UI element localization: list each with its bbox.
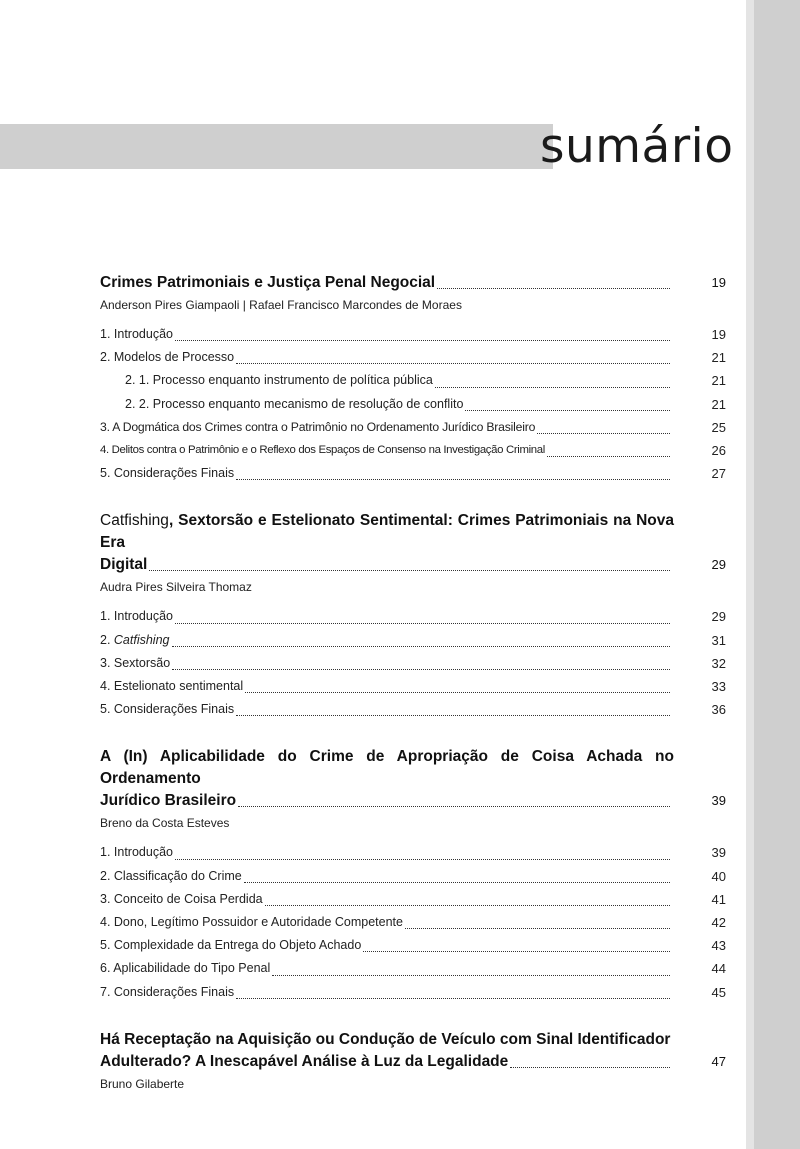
table-of-contents [100, 272, 726, 1118]
section-title-text: Jurídico Brasileiro [100, 792, 237, 810]
toc-entry[interactable] [100, 841, 726, 864]
entry-page-number: 21 [711, 373, 726, 389]
section-authors: Audra Pires Silveira Thomaz [100, 580, 252, 595]
entry-label: 3. Conceito de Coisa Perdida [100, 891, 263, 906]
entry-label: 5. Complexidade da Entrega do Objeto Achado [100, 938, 362, 953]
entry-label: 4. Delitos contra o Patrimônio e o Reflexo dos Espaços de Consenso na Investigação Criminal [100, 444, 545, 457]
dot-leader [272, 974, 670, 976]
page-edge-bar [754, 0, 800, 1149]
toc-entry[interactable] [100, 439, 726, 462]
dot-leader [175, 339, 670, 341]
entry-label: 7. Considerações Finais [100, 984, 235, 999]
entry-label: 1. Introdução [100, 845, 173, 860]
section-title-line-1: Há Receptação na Aquisição ou Condução de Veículo com Sinal Identificador [100, 1030, 671, 1048]
section-title[interactable] [100, 746, 726, 812]
dot-leader [236, 714, 670, 716]
section-authors: Bruno Gilaberte [100, 1076, 185, 1091]
section-title-line-1 [100, 510, 674, 554]
toc-entry[interactable] [100, 888, 726, 911]
toc-entry[interactable] [100, 629, 726, 652]
section-page-number: 19 [711, 275, 726, 290]
section-title-text: Adulterado? A Inescapável Análise à Luz da Legalidade [100, 1052, 509, 1070]
toc-entry[interactable] [100, 981, 726, 1004]
dot-leader [265, 904, 670, 906]
toc-section-3 [100, 746, 726, 1003]
toc-entry[interactable] [100, 675, 726, 698]
entry-label [100, 629, 170, 652]
entry-label: 3. A Dogmática dos Crimes contra o Patrimônio no Ordenamento Jurídico Brasileiro [100, 419, 536, 434]
dot-leader [435, 386, 670, 388]
dot-leader [175, 858, 670, 860]
page-title: sumário [540, 119, 734, 174]
section-title-line-2 [100, 554, 726, 576]
entry-page-number: 39 [711, 845, 726, 861]
entry-page-number: 21 [711, 350, 726, 366]
toc-section-2 [100, 510, 726, 721]
toc-entry[interactable] [100, 323, 726, 346]
entry-label: 1. Introdução [100, 327, 173, 341]
entry-page-number: 25 [711, 419, 726, 435]
section-title-text: Digital [100, 556, 148, 574]
section-title[interactable] [100, 272, 726, 294]
toc-entry[interactable] [100, 652, 726, 675]
toc-entry[interactable] [100, 934, 726, 957]
section-title-text: Crimes Patrimoniais e Justiça Penal Negocial [100, 274, 436, 291]
toc-entry[interactable] [100, 605, 726, 628]
dot-leader [437, 287, 670, 289]
dot-leader [172, 645, 671, 647]
toc-entry[interactable] [100, 865, 726, 888]
section-title-line-1: A (In) Aplicabilidade do Crime de Apropriação de Coisa Achada no Ordenamento [100, 748, 674, 788]
title-band [0, 124, 553, 169]
section-page-number: 29 [711, 557, 726, 573]
dot-leader [236, 997, 670, 999]
section-authors: Breno da Costa Esteves [100, 816, 230, 831]
page-edge-highlight [746, 0, 754, 1149]
entry-page-number: 21 [711, 396, 726, 412]
dot-leader [465, 409, 670, 411]
entry-label: 2. Classificação do Crime [100, 868, 242, 883]
toc-entry[interactable] [100, 416, 726, 439]
entry-page-number: 42 [711, 915, 726, 931]
section-title[interactable] [100, 1029, 726, 1073]
dot-leader [149, 569, 670, 571]
entry-label-italic: Catfishing [113, 632, 170, 647]
toc-entry[interactable] [100, 911, 726, 934]
entry-page-number: 43 [711, 938, 726, 954]
toc-entry[interactable] [100, 346, 726, 369]
entry-label: 5. Considerações Finais [100, 466, 235, 481]
section-title-line-2 [100, 1051, 726, 1073]
toc-section-4 [100, 1029, 726, 1093]
toc-subentry[interactable] [100, 393, 726, 416]
dot-leader [172, 668, 670, 670]
entry-label: 1. Introdução [100, 609, 173, 624]
section-page-number: 47 [711, 1053, 726, 1069]
section-title-lead: Catfishing [100, 512, 169, 530]
dot-leader [236, 478, 670, 480]
entry-page-number: 31 [711, 632, 726, 648]
entry-label: 2. 2. Processo enquanto mecanismo de resolução de conflito [125, 396, 464, 411]
toc-section-1 [100, 272, 726, 485]
entry-label: 2. Modelos de Processo [100, 350, 235, 365]
entry-page-number: 33 [711, 679, 726, 695]
entry-page-number: 29 [711, 609, 726, 625]
dot-leader [363, 950, 670, 952]
entry-label-prefix: 2. [100, 632, 114, 647]
entry-page-number: 19 [711, 327, 726, 342]
entry-label: 5. Considerações Finais [100, 702, 235, 717]
toc-entry[interactable] [100, 957, 726, 980]
entry-page-number: 36 [711, 702, 726, 718]
entry-page-number: 45 [711, 984, 726, 1000]
entry-label: 2. 1. Processo enquanto instrumento de política pública [125, 373, 433, 388]
entry-page-number: 26 [711, 443, 726, 459]
dot-leader [537, 432, 670, 434]
entry-label: 3. Sextorsão [100, 655, 171, 670]
toc-entry[interactable] [100, 698, 726, 721]
entry-page-number: 27 [711, 466, 726, 482]
section-title-rest: , Sextorsão e Estelionato Sentimental: Crimes Patrimoniais na Nova Era [100, 512, 674, 552]
section-authors: Anderson Pires Giampaoli | Rafael Francisco Marcondes de Moraes [100, 298, 462, 312]
entry-label: 4. Dono, Legítimo Possuidor e Autoridade Competente [100, 915, 403, 930]
toc-entry[interactable] [100, 462, 726, 485]
dot-leader [244, 881, 670, 883]
entry-page-number: 41 [711, 891, 726, 907]
entry-page-number: 44 [711, 961, 726, 977]
dot-leader [238, 805, 670, 807]
entry-page-number: 32 [711, 655, 726, 671]
dot-leader [175, 622, 670, 624]
dot-leader [236, 362, 670, 364]
section-page-number: 39 [711, 793, 726, 809]
dot-leader [547, 455, 670, 457]
dot-leader [405, 927, 670, 929]
toc-subentry[interactable] [100, 369, 726, 392]
entry-page-number: 40 [711, 868, 726, 884]
section-title[interactable] [100, 510, 726, 576]
entry-label: 6. Aplicabilidade do Tipo Penal [100, 961, 271, 976]
dot-leader [245, 691, 670, 693]
section-title-line-2 [100, 790, 726, 812]
entry-label: 4. Estelionato sentimental [100, 679, 244, 694]
dot-leader [510, 1066, 670, 1068]
